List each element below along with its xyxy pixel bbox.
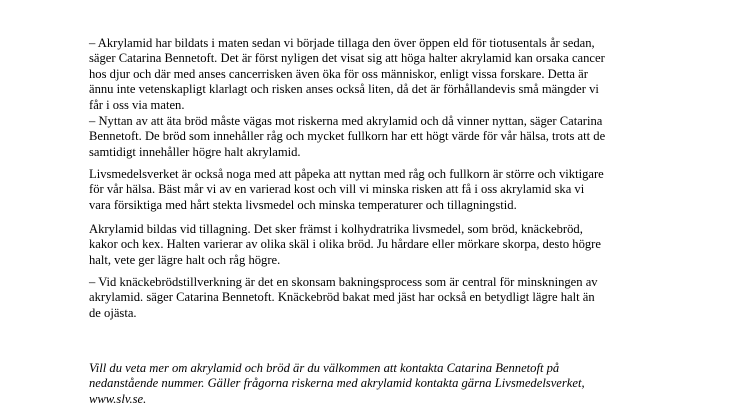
text-line: akrylamid. säger Catarina Bennetoft. Knäckebröd bakat med jäst har också en betydligt lägre halt än [89,290,595,305]
text-line: Livsmedelsverket är också noga med att påpeka att nyttan med råg och fullkorn är större och viktigare [89,167,604,181]
paragraph-crispbread [89,275,669,321]
text-line: – Vid knäckebrödstillverkning är det en skonsam bakningsprocess som är central för minskningen av [89,275,598,289]
text-line: säger Catarina Bennetoft. Det är först nyligen det visat sig att höga halter akrylamid kan orsaka cancer [89,51,605,66]
contact-note [89,361,669,407]
text-line: får i oss via maten. [89,97,185,112]
text-line: Vill du veta mer om akrylamid och bröd är du välkommen att kontakta Catarina Bennetoft på [89,361,560,375]
text-line: ännu inte vetenskapligt klarlagt och risken anses också liten, då det är förhållandevis små mängder vi [89,82,599,97]
text-line: nedanstående nummer. Gäller frågorna riskerna med akrylamid kontakta gärna Livsmedelsverket, [89,376,585,391]
text-line: – Akrylamid har bildats i maten sedan vi började tillaga den över öppen eld för tiotusentals år sedan, [89,36,595,50]
paragraph-livsmedelsverket [89,167,669,213]
text-line: halt, vete ger lägre halt och råg högre. [89,252,281,267]
text-line: Akrylamid bildas vid tillagning. Det sker främst i kolhydratrika livsmedel, som bröd, knäckebröd, [89,222,583,236]
text-line: kakor och kex. Halten varierar av olika skäl i olika bröd. Ju hårdare eller mörkare skorpa, desto högre [89,237,601,252]
text-line: vara försiktiga med hårt stekta livsmedel och minska temperaturer och tillagningstid. [89,197,517,212]
text-line: samtidigt innehåller högre halt akrylamid. [89,144,301,159]
paragraph-acrylamide-history [89,36,669,113]
paragraph-bread-benefit [89,114,669,160]
paragraph-formation [89,222,669,268]
text-line: de ojästa. [89,305,137,320]
text-line: för vår hälsa. Bäst mår vi av en varierad kost och vill vi minska risken att få i oss akrylamid ska vi [89,182,585,197]
text-line: Bennetoft. De bröd som innehåller råg och mycket fullkorn har ett högt värde för vår hälsa, trots att de [89,129,606,144]
text-line: www.slv.se. [89,391,147,406]
text-line: – Nyttan av att äta bröd måste vägas mot riskerna med akrylamid och då vinner nyttan, säger Catarina [89,114,603,128]
text-line: hos djur och där med anses cancerrisken även öka för oss människor, enligt vissa forskare. Detta är [89,66,588,81]
